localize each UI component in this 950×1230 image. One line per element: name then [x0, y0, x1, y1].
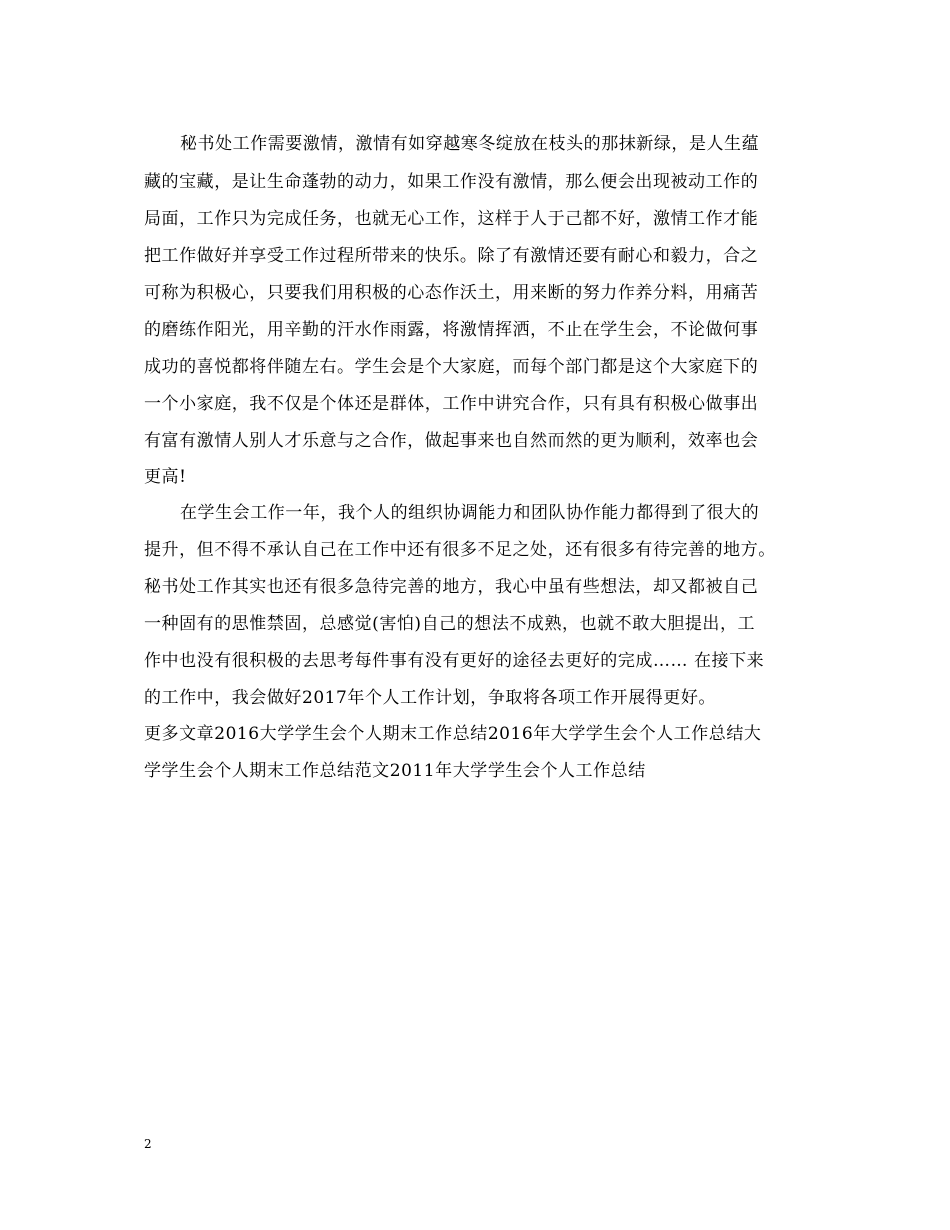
- paragraph-2-line-2: 提升，但不得不承认自己在工作中还有很多不足之处，还有很多有待完善的地方。: [144, 540, 776, 560]
- paragraph-1-line-7: 成功的喜悦都将伴随左右。学生会是个大家庭，而每个部门都是这个大家庭下的: [144, 357, 759, 377]
- related-articles-line-2: 学学生会个人期末工作总结范文2011年大学学生会个人工作总结: [144, 761, 646, 781]
- related-articles-line-1: 更多文章2016大学学生会个人期末工作总结2016年大学学生会个人工作总结大: [144, 724, 762, 744]
- paragraph-2-line-5: 作中也没有很积极的去思考每件事有没有更好的途径去更好的完成…… 在接下来: [144, 651, 765, 671]
- paragraph-1-line-6: 的磨练作阳光，用辛勤的汗水作雨露，将激情挥洒，不止在学生会，不论做何事: [144, 320, 759, 340]
- paragraph-1-line-10: 更高!: [144, 467, 187, 487]
- paragraph-1-line-5: 可称为积极心，只要我们用积极的心态作沃土，用来断的努力作养分料，用痛苦: [144, 283, 759, 303]
- paragraph-1-line-4: 把工作做好并享受工作过程所带来的快乐。除了有激情还要有耐心和毅力，合之: [144, 246, 759, 266]
- paragraph-1-line-8: 一个小家庭，我不仅是个体还是群体，工作中讲究合作，只有具有积极心做事出: [144, 394, 759, 414]
- page-number: 2: [144, 1137, 152, 1151]
- paragraph-2-line-4: 一种固有的思惟禁固，总感觉(害怕)自己的想法不成熟，也就不敢大胆提出，工: [144, 614, 756, 634]
- paragraph-1-line-2: 藏的宝藏，是让生命蓬勃的动力，如果工作没有激情，那么便会出现被动工作的: [144, 172, 759, 192]
- paragraph-1-line-3: 局面，工作只为完成任务，也就无心工作，这样于人于己都不好，激情工作才能: [144, 209, 759, 229]
- paragraph-2-line-3: 秘书处工作其实也还有很多急待完善的地方，我心中虽有些想法，却又都被自己: [144, 577, 759, 597]
- paragraph-2-line-6: 的工作中，我会做好2017年个人工作计划，争取将各项工作开展得更好。: [144, 688, 716, 708]
- paragraph-2-line-1: 在学生会工作一年，我个人的组织协调能力和团队协作能力都得到了很大的: [180, 503, 760, 523]
- paragraph-1-line-9: 有富有激情人别人才乐意与之合作，做起事来也自然而然的更为顺利，效率也会: [144, 431, 759, 451]
- paragraph-1-line-1: 秘书处工作需要激情，激情有如穿越寒冬绽放在枝头的那抹新绿，是人生蕴: [180, 134, 760, 154]
